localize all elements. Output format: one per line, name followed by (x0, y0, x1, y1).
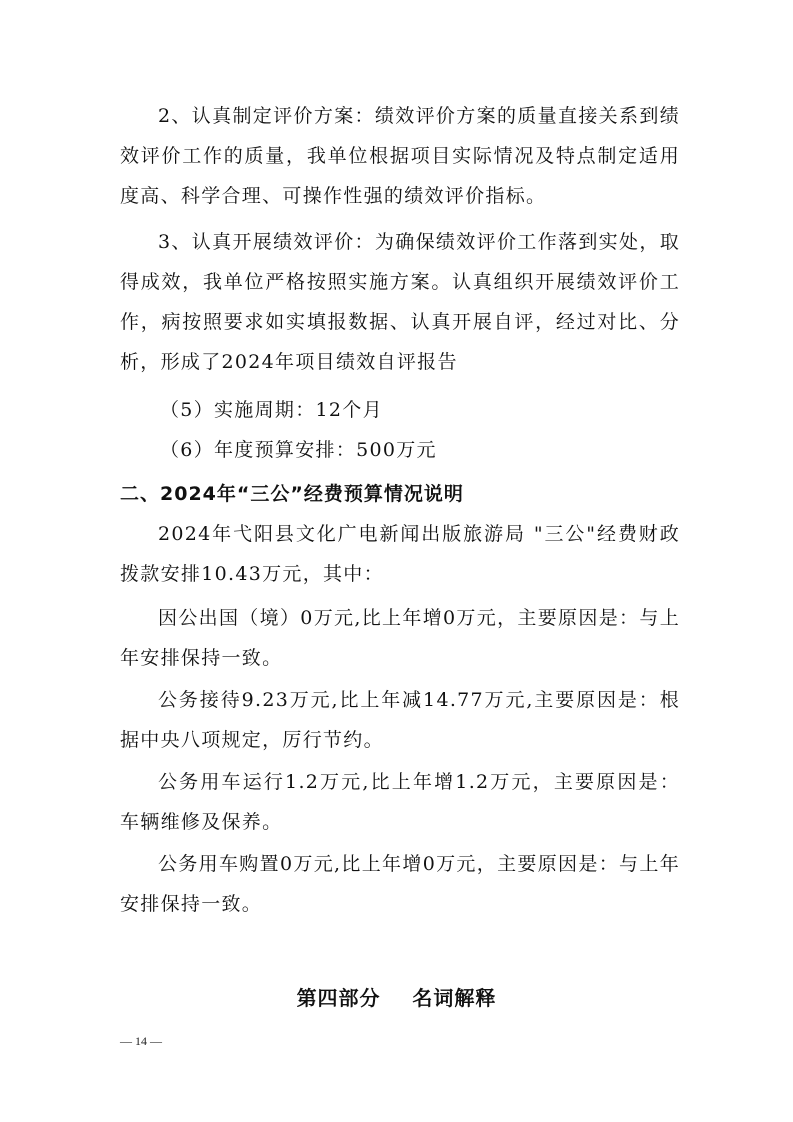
section-heading-three-public: 二、2024年“三公”经费预算情况说明 (120, 483, 464, 505)
paragraph-reception-expense: 公务接待9.23万元,比上年减14.77万元,主要原因是：根据中央八项规定，厉行节约。 (120, 689, 680, 751)
paragraph-evaluation-plan: 2、认真制定评价方案：绩效评价方案的质量直接关系到绩效评价工作的质量，我单位根据项目实际情况及特点制定适用度高、科学合理、可操作性强的绩效评价指标。 (120, 105, 680, 207)
paragraph-evaluation-conduct: 3、认真开展绩效评价：为确保绩效评价工作落到实处，取得成效，我单位严格按照实施方案。认真组织开展绩效评价工作，病按照要求如实填报数据、认真开展自评，经过对比、分析，形成了2024年项目绩效自评报告 (120, 231, 680, 373)
page-number: — 14 — (120, 1034, 162, 1048)
item-implementation-period: （5）实施周期：12个月 (160, 399, 383, 421)
paragraph-abroad-expense: 因公出国（境）0万元,比上年增0万元，主要原因是：与上年安排保持一致。 (120, 607, 680, 669)
part-title: 第四部分 名词解释 (296, 986, 497, 1010)
paragraph-vehicle-operation: 公务用车运行1.2万元,比上年增1.2万元，主要原因是：车辆维修及保养。 (120, 771, 680, 833)
paragraph-vehicle-purchase: 公务用车购置0万元,比上年增0万元，主要原因是：与上年安排保持一致。 (120, 853, 680, 915)
paragraph-three-public-intro: 2024年弋阳县文化广电新闻出版旅游局 "三公"经费财政拨款安排10.43万元，其中： (120, 523, 680, 585)
item-annual-budget: （6）年度预算安排：500万元 (160, 439, 437, 461)
